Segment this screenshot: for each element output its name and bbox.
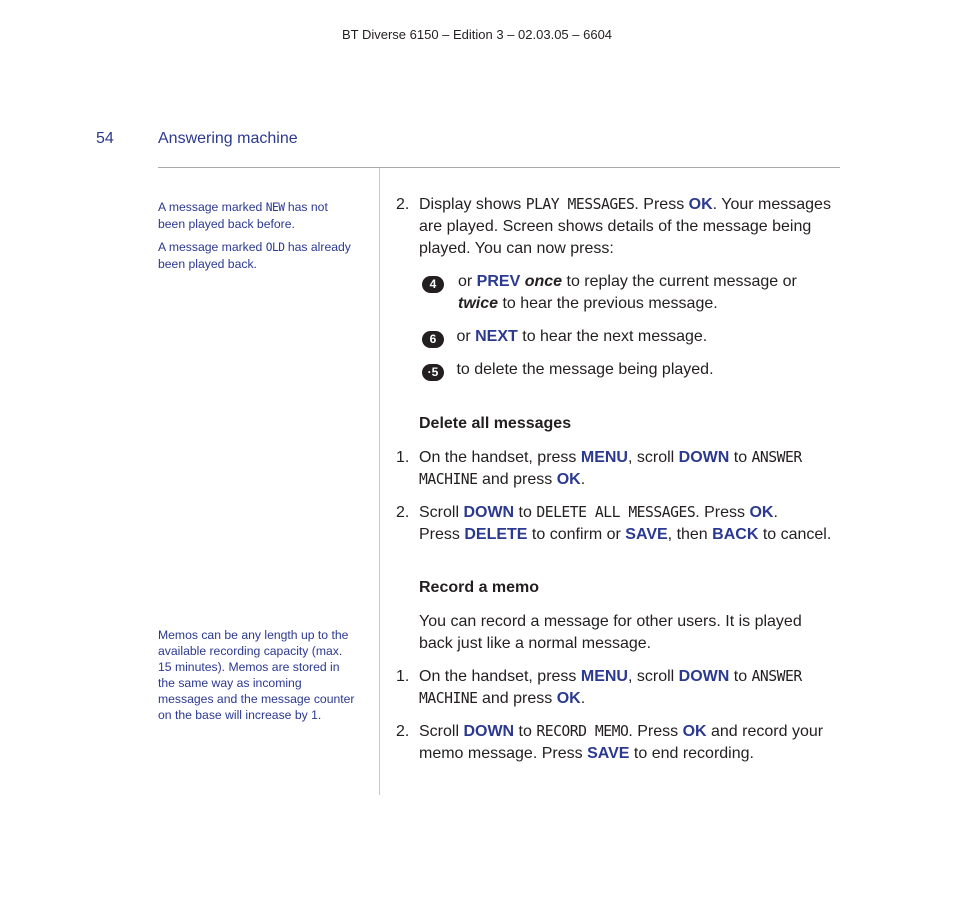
display-text: ANSWER MACHINE <box>419 449 802 488</box>
menu-key-label: MENU <box>580 668 628 685</box>
heading-delete-all: Delete all messages <box>419 415 572 432</box>
page-number: 54 <box>96 130 114 147</box>
key-5-icon: ·5 <box>422 364 444 381</box>
display-text: RECORD MEMO <box>536 723 629 740</box>
note-memos: Memos can be any length up to the available recording capacity (max. 15 minutes). Memos are stored in the same way as incoming messages and the message counter on the base will increase by 1. <box>158 628 355 722</box>
note-old-message: A message marked OLD has already been played back. <box>158 240 351 271</box>
prev-key-label: PREV <box>476 273 521 290</box>
step-delete-1: 1. On the handset, press MENU, scroll DOWN to ANSWER MACHINE and press OK. <box>396 449 802 488</box>
display-text: DELETE ALL MESSAGES <box>536 504 696 521</box>
key-row-prev: 4or PREV once to replay the current message or twice to hear the previous message. <box>422 271 842 315</box>
note-new-message: A message marked NEW has not been played back before. <box>158 200 328 231</box>
next-key-label: NEXT <box>475 328 518 345</box>
display-text: ANSWER MACHINE <box>419 668 802 707</box>
header-divider <box>158 167 840 168</box>
key-6-icon: 6 <box>422 331 444 348</box>
sidebar-notes-messages <box>158 199 358 279</box>
ok-key-label: OK <box>556 690 581 707</box>
back-key-label: BACK <box>712 526 759 543</box>
save-key-label: SAVE <box>625 526 668 543</box>
step-number: 2. <box>396 196 410 213</box>
column-divider <box>379 168 380 795</box>
key-row-next: 6 or NEXT to hear the next message. <box>422 326 842 348</box>
ok-key-label: OK <box>682 723 707 740</box>
down-key-label: DOWN <box>678 449 730 466</box>
step-delete-2: 2. Scroll DOWN to DELETE ALL MESSAGES. Press OK. Press DELETE to confirm or SAVE, then BACK to cancel. <box>396 504 832 543</box>
display-text: PLAY MESSAGES <box>525 196 635 213</box>
down-key-label: DOWN <box>678 668 730 685</box>
step-play-messages: 2. Display shows PLAY MESSAGES. Press OK. Your messages are played. Screen shows details of the message being played. You can now press: <box>396 196 831 257</box>
ok-key-label: OK <box>556 471 581 488</box>
down-key-label: DOWN <box>463 504 515 521</box>
key-4-icon: 4 <box>422 276 444 293</box>
memo-intro: You can record a message for other users. It is played back just like a normal message. <box>419 613 802 652</box>
step-memo-2: 2. Scroll DOWN to RECORD MEMO. Press OK and record your memo message. Press SAVE to end recording. <box>396 723 824 762</box>
ok-key-label: OK <box>688 196 713 213</box>
step-number: 2. <box>396 723 410 740</box>
save-key-label: SAVE <box>587 745 630 762</box>
down-key-label: DOWN <box>463 723 515 740</box>
section-title: Answering machine <box>158 130 298 147</box>
step-number: 1. <box>396 668 410 685</box>
ok-key-label: OK <box>749 504 774 521</box>
step-number: 1. <box>396 449 410 466</box>
display-text-old: OLD <box>265 241 285 254</box>
document-header: BT Diverse 6150 – Edition 3 – 02.03.05 – 6604 <box>341 27 613 42</box>
heading-record-memo: Record a memo <box>419 579 540 596</box>
key-row-delete: ·5 to delete the message being played. <box>422 359 842 381</box>
delete-key-label: DELETE <box>464 526 528 543</box>
menu-key-label: MENU <box>580 449 628 466</box>
step-memo-1: 1. On the handset, press MENU, scroll DOWN to ANSWER MACHINE and press OK. <box>396 668 802 707</box>
step-number: 2. <box>396 504 410 521</box>
display-text-new: NEW <box>265 201 285 214</box>
